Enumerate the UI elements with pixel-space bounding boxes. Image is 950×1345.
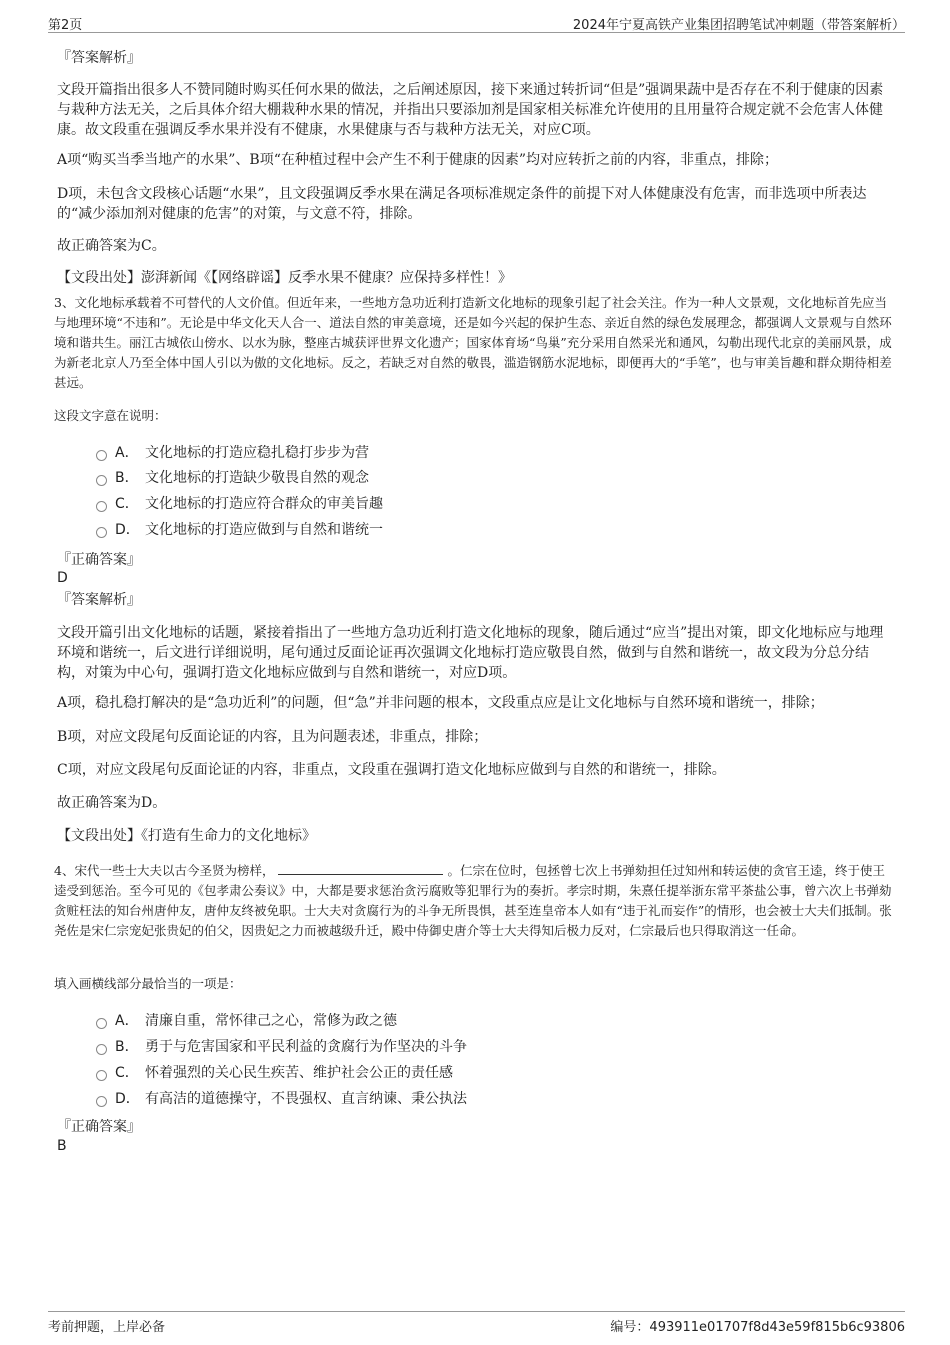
analysis-label: 『答案解析』: [57, 50, 141, 66]
q3-answer: D: [57, 570, 68, 586]
radio-icon[interactable]: [96, 1018, 107, 1029]
q3-source: 【文段出处】《打造有生命力的文化地标》: [57, 828, 316, 844]
q4-prompt: 填入画横线部分最恰当的一项是：: [54, 976, 242, 991]
q3-prompt: 这段文字意在说明：: [54, 408, 167, 423]
q4-option-d[interactable]: D． 有高洁的道德操守，不畏强权、直言纳谏、秉公执法: [96, 1088, 467, 1110]
document-id: 编号：493911e01707f8d43e59f815b6c93806: [610, 1320, 905, 1335]
radio-icon[interactable]: [96, 501, 107, 512]
q3-analysis-label: 『答案解析』: [57, 592, 141, 608]
q2-source: 【文段出处】澎湃新闻《【网络辟谣】反季水果不健康？应保持多样性！》: [57, 270, 512, 286]
q3-analysis-paragraph-4: C项，对应文段尾句反面论证的内容，非重点，文段重在强调打造文化地标应做到与自然的和谐统一，排除。: [57, 762, 726, 778]
radio-icon[interactable]: [96, 527, 107, 538]
q2-conclusion: 故正确答案为C。: [57, 238, 166, 254]
q3-option-d[interactable]: D． 文化地标的打造应做到与自然和谐统一: [96, 519, 383, 541]
q4-option-b[interactable]: B． 勇于与危害国家和平民利益的贪腐行为作坚决的斗争: [96, 1036, 467, 1058]
q2-analysis-paragraph-2: A项“购买当季当地产的水果”、B项“在种植过程中会产生不利于健康的因素”均对应转折之前的内容，非重点，排除；: [57, 152, 779, 168]
document-title: 2024年宁夏高铁产业集团招聘笔试冲刺题（带答案解析）: [572, 18, 905, 33]
radio-icon[interactable]: [96, 475, 107, 486]
q3-analysis-paragraph-3: B项，对应文段尾句反面论证的内容，且为问题表述，非重点，排除；: [57, 729, 488, 745]
q2-analysis-paragraph-1: 文段开篇指出很多人不赞同随时购买任何水果的做法，之后阐述原因，接下来通过转折词“但是”强调果蔬中是否存在不利于健康的因素与栽种方法无关，之后具体介绍大棚栽种水果的情况，并指出只要添加剂是国家相关标准允许使用的且用量符合规定就不会危害人体健康。故文段重在强调反季水果并没有不健康，水果健康与否与栽种方法无关，对应C项。: [57, 82, 884, 138]
q3-option-b[interactable]: B． 文化地标的打造缺少敬畏自然的观念: [96, 467, 369, 489]
q3-option-a[interactable]: A． 文化地标的打造应稳扎稳打步步为营: [96, 442, 369, 464]
page-number: 第2页: [48, 18, 83, 33]
q3-stem: 3、文化地标承载着不可替代的人文价值。但近年来，一些地方急功近利打造新文化地标的现象引起了社会关注。作为一种人文景观，文化地标首先应当与地理环境“不违和”。无论是中华文化天人合一、道法自然的审美意境，还是如今兴起的保护生态、亲近自然的绿色发展理念，都强调人文景观与自然环境和谐共生。丽江古城依山傍水、以水为脉，整座古城获评世界文化遗产；国家体育场“鸟巢”充分采用自然采光和通风，勾勒出现代北京的美丽风景，成为新老北京人乃至全体中国人引以为傲的文化地标。反之，若缺乏对自然的敬畏，滥造钢筋水泥地标，即便再大的“手笔”，也与审美旨趣和群众期待相差甚远。: [54, 295, 892, 390]
q4-option-c[interactable]: C． 怀着强烈的关心民生疾苦、维护社会公正的责任感: [96, 1062, 453, 1084]
page-header: [48, 10, 905, 33]
q4-answer-label: 『正确答案』: [57, 1119, 141, 1135]
q3-analysis-paragraph-2: A项，稳扎稳打解决的是“急功近利”的问题，但“急”并非问题的根本，文段重点应是让文化地标与自然环境和谐统一，排除；: [57, 695, 824, 711]
footer-slogan: 考前押题，上岸必备: [48, 1320, 166, 1335]
q3-conclusion: 故正确答案为D。: [57, 795, 167, 811]
radio-icon[interactable]: [96, 450, 107, 461]
radio-icon[interactable]: [96, 1070, 107, 1081]
radio-icon[interactable]: [96, 1044, 107, 1055]
q3-option-c[interactable]: C． 文化地标的打造应符合群众的审美旨趣: [96, 493, 383, 515]
q4-option-a[interactable]: A． 清廉自重，常怀律己之心，常修为政之德: [96, 1010, 397, 1032]
q4-stem: 4、宋代一些士大夫以古今圣贤为榜样， 。仁宗在位时，包拯曾七次上书弹劾担任过知州和转运使的贪官王逵，终于使王逵受到惩治。至今可见的《包孝肃公奏议》中，大都是要求惩治贪污腐败等犯罪行为的奏折。孝宗时期，朱熹任提举浙东常平茶盐公事，曾六次上书弹劾贪赃枉法的知台州唐仲友，唐仲友终被免职。士大夫对贪腐行为的斗争无所畏惧，甚至连皇帝本人如有“违于礼而妄作”的情形，也会被士大夫们抵制。张尧佐是宋仁宗宠妃张贵妃的伯父，因贵妃之力而被越级升迁，殿中侍御史唐介等士大夫得知后极力反对，仁宗最后也只得取消这一任命。: [54, 863, 892, 938]
page-footer: [48, 1311, 905, 1336]
q3-answer-label: 『正确答案』: [57, 552, 141, 568]
q4-answer: B: [57, 1138, 67, 1154]
q2-analysis-paragraph-3: D项，未包含文段核心话题“水果”，且文段强调反季水果在满足各项标准规定条件的前提下对人体健康没有危害，而非选项中所表达的“减少添加剂对健康的危害”的对策，与文意不符，排除。: [57, 186, 867, 222]
answer-blank: [278, 862, 443, 875]
radio-icon[interactable]: [96, 1096, 107, 1107]
q3-analysis-paragraph-1: 文段开篇引出文化地标的话题，紧接着指出了一些地方急功近利打造文化地标的现象，随后通过“应当”提出对策，即文化地标应与地理环境和谐统一，后文进行详细说明，尾句通过反面论证再次强调文化地标打造应敬畏自然，做到与自然和谐统一，故文段为分总分结构，对策为中心句，强调打造文化地标应做到与自然和谐统一，对应D项。: [57, 625, 884, 681]
